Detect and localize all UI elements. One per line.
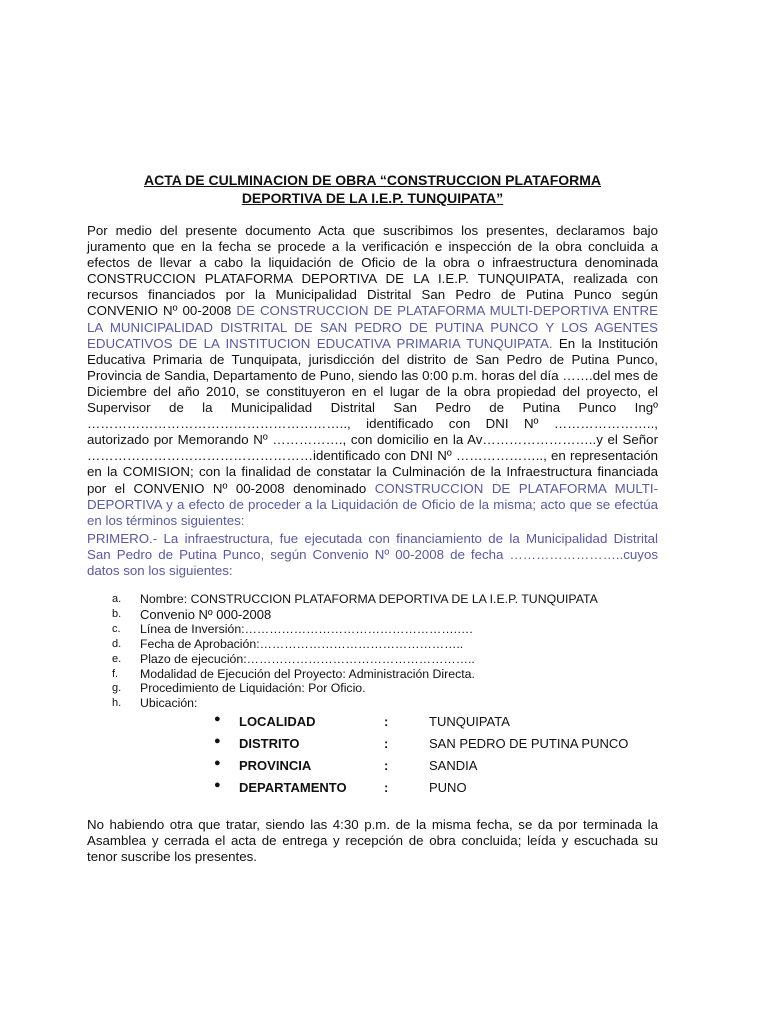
location-label: DEPARTAMENTO [239,780,347,795]
list-item: f. Modalidad de Ejecución del Proyecto: Administración Directa. [112,666,475,681]
bullet-icon: ● [214,779,221,791]
intro-highlight-b: DE CONSTRUCCION DE PLATAFORMA MULTI-DEPORTIVA ENTRE LA MUNICIPALIDAD DISTRITAL DE SAN PEDRO DE PUTINA PUNCO Y LOS AGENTES EDUCATIVOS DE LA INSTITUCION EDUCATIVA PRIMARIA TUNQUIPATA. [87,303,658,351]
list-item: d. Fecha de Aprobación:………………………………………….. [112,637,464,652]
intro-highlight-d: CONSTRUCCION DE PLATAFORMA MULTI-DEPORTIVA y a efecto de proceder a la Liquidación de Oficio de la misma; acto que se efectúa en los términos siguientes: [87,480,658,528]
project-data-list [112,592,598,711]
location-label: PROVINCIA [239,758,312,773]
list-item: g. Procedimiento de Liquidación: Por Oficio. [112,681,366,696]
location-colon: : [384,758,389,773]
list-item: a. Nombre: CONSTRUCCION PLATAFORMA DEPORTIVA DE LA I.E.P. TUNQUIPATA [112,592,598,606]
bullet-icon: ● [214,713,221,725]
list-item: c. Línea de Inversión:…………………………………………….…. [112,622,473,637]
primero-paragraph: PRIMERO.- La infraestructura, fue ejecutada con financiamiento de la Municipalidad Distrital San Pedro de Putina Punco, según Convenio Nº 00-2008 de fecha ……………………..cuyos datos son los siguientes: [87,531,658,579]
location-value: SANDIA [429,758,478,773]
location-label: DISTRITO [239,736,300,751]
list-item: b. Convenio Nº 000-2008 [112,606,272,622]
intro-text-a: Por medio del presente documento Acta que suscribimos los presentes, declaramos bajo juramento que en la fecha se procede a la verificación e inspección de la obra concluida a efectos de llevar a cabo la liquidación de Oficio de la obra o infraestructura denominada CONSTRUCCION PLATAFORMA DEPORTIVA DE LA I.E.P. TUNQUIPATA, realizada con recursos financiados por la Municipalidad Distrital San Pedro de Putina Punco según CONVENIO Nº 00-2008 [87,223,658,319]
document-title [87,171,658,207]
location-label: LOCALIDAD [239,714,316,729]
location-row-localidad [214,711,674,733]
location-row-provincia [214,755,674,777]
location-value: TUNQUIPATA [429,714,510,729]
intro-text-c: En la Institución Educativa Primaria de Tunquipata, jurisdicción del distrito de San Pedro de Putina Punco, Provincia de Sandia, Departamento de Puno, siendo las 0:00 p.m. horas del día …….del mes de Diciembre del año 2010, se constituyeron en el lugar de la obra propiedad del proyecto, el Supervisor de la Municipalidad Distrital San Pedro de Putina Punco Ingº ………………………………………………….., identificado con DNI Nº ………………….., autorizado por Memorando Nº ……………., con domicilio en la Av……………………..y el Señor ……………………………………………identificado con DNI Nº ……………….., en representación en la COMISION; con la finalidad de constatar la Culminación de la Infraestructura financiada por el CONVENIO Nº 00-2008 denominado [87,335,658,496]
location-row-distrito [214,733,674,755]
location-value: SAN PEDRO DE PUTINA PUNCO [429,736,629,751]
intro-paragraph [87,223,658,529]
list-item: h. Ubicación: [112,696,198,711]
location-colon: : [384,736,389,751]
closing-paragraph: No habiendo otra que tratar, siendo las 4:30 p.m. de la misma fecha, se da por terminada la Asamblea y cerrada el acta de entrega y recepción de obra concluida; leída y escuchada su tenor suscribe los presentes. [87,817,658,865]
title-line-2: DEPORTIVA DE LA I.E.P. TUNQUIPATA” [241,190,504,206]
title-line-1: ACTA DE CULMINACION DE OBRA “CONSTRUCCION PLATAFORMA [143,172,602,188]
location-colon: : [384,714,389,729]
bullet-icon: ● [214,757,221,769]
list-item: e. Plazo de ejecución:……………………………………………….. [112,651,475,666]
location-colon: : [384,780,389,795]
location-table [214,711,674,799]
location-row-departamento [214,777,674,799]
bullet-icon: ● [214,735,221,747]
location-value: PUNO [429,780,467,795]
